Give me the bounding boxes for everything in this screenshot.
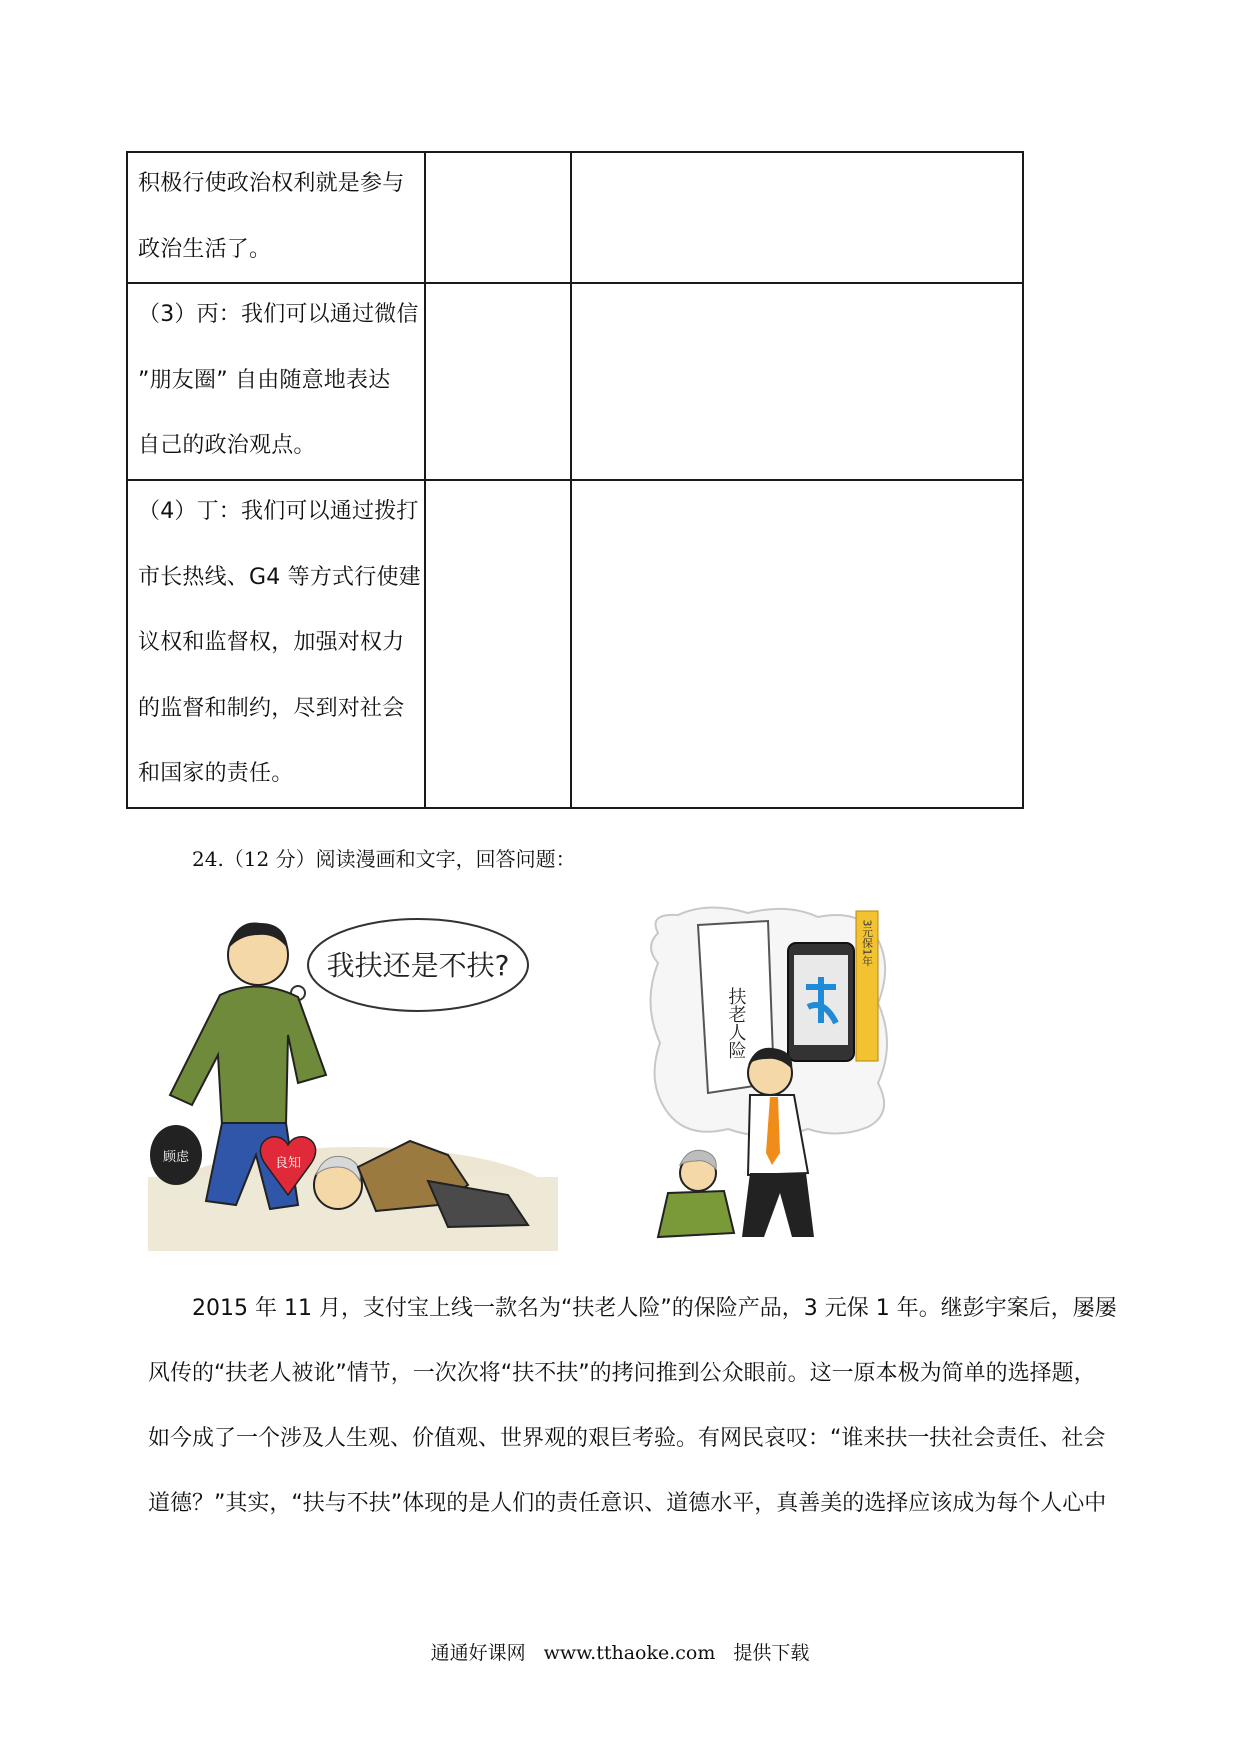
salesman-legs xyxy=(742,1173,814,1237)
statement-cell xyxy=(127,152,425,283)
cartoon-helping-dilemma xyxy=(148,905,558,1251)
answer-table xyxy=(126,151,1024,809)
price-ribbon-label: 3元保1年 xyxy=(860,919,874,967)
cartoon-insurance xyxy=(638,903,898,1241)
judgement-cell[interactable] xyxy=(425,283,571,480)
table-row xyxy=(127,152,1023,283)
statement-line: 市长热线、G4 等方式行使建 xyxy=(138,564,421,590)
statement-line: 积极行使政治权利就是参与 xyxy=(138,171,405,196)
statement-line: （4）丁：我们可以通过拨打 xyxy=(138,499,419,524)
statement-line: 的监督和制约，尽到对社会 xyxy=(138,695,405,721)
judgement-cell[interactable] xyxy=(425,152,571,283)
conscience-heart-label: 良知 xyxy=(274,1156,302,1171)
footer-suffix: 提供下载 xyxy=(733,1642,810,1664)
reason-cell[interactable] xyxy=(571,283,1023,480)
footer-site-name: 通通好课网 xyxy=(430,1642,526,1664)
statement-line: 自己的政治观点。 xyxy=(138,433,316,458)
reason-cell[interactable] xyxy=(571,152,1023,283)
speech-bubble-text: 我扶还是不扶? xyxy=(326,949,510,982)
passage-line: 2015 年 11 月，支付宝上线一款名为“扶老人险”的保险产品，3 元保 1 年。继彭宇案后，屡屡 xyxy=(192,1296,1117,1321)
question-heading: 24.（12 分）阅读漫画和文字，回答问题： xyxy=(192,847,576,871)
judgement-cell[interactable] xyxy=(425,480,571,808)
statement-line: ”朋友圈” 自由随意地表达 xyxy=(138,367,391,393)
passage xyxy=(148,1276,1117,1536)
passage-line: 道德？”其实，“扶与不扶”体现的是人们的责任意识、道德水平，真善美的选择应该成为每个人心中 xyxy=(148,1491,1107,1516)
statement-line: 政治生活了。 xyxy=(138,236,272,262)
statement-cell xyxy=(127,283,425,480)
worry-bag-label: 顾虑 xyxy=(162,1150,190,1165)
elder-woman-body xyxy=(658,1191,734,1237)
statement-cell xyxy=(127,480,425,808)
statement-line: （3）丙：我们可以通过微信 xyxy=(138,302,419,327)
statement-line: 和国家的责任。 xyxy=(138,761,294,786)
man-torso xyxy=(170,986,326,1125)
page-footer xyxy=(0,1638,1240,1665)
table-row xyxy=(127,283,1023,480)
passage-line: 风传的“扶老人被讹”情节，一次次将“扶不扶”的拷问推到公众眼前。这一原本极为简单的选择题， xyxy=(148,1361,1096,1386)
table-row xyxy=(127,480,1023,808)
insurance-paper-label: 扶老人险 xyxy=(725,987,747,1059)
passage-line: 如今成了一个涉及人生观、价值观、世界观的艰巨考验。有网民哀叹：“谁来扶一扶社会责任、社会 xyxy=(148,1426,1106,1451)
reason-cell[interactable] xyxy=(571,480,1023,808)
statement-line: 议权和监督权，加强对权力 xyxy=(138,630,405,655)
footer-url[interactable]: www.tthaoke.com xyxy=(543,1642,716,1664)
